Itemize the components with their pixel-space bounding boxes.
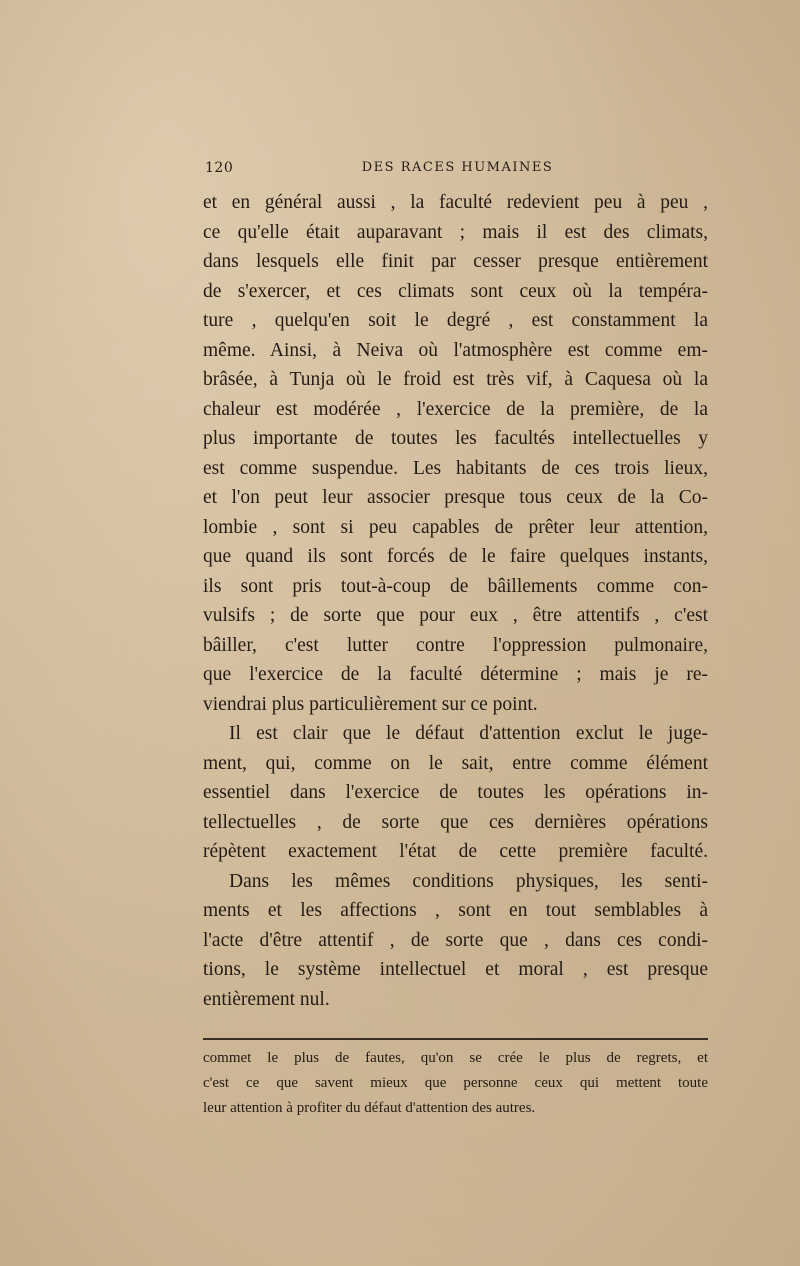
text-line: plus importante de toutes les facultés intellectuelles y (203, 428, 708, 449)
page-number: 120 (205, 160, 234, 176)
text-line: chaleur est modérée , l'exercice de la première, de la (203, 398, 708, 420)
text-line: tions, le système intellectuel et moral , est presque (203, 959, 708, 980)
text-line: vulsifs ; de sorte que pour eux , être attentifs , c'est (203, 605, 708, 626)
page-header (205, 160, 710, 184)
running-title: DES RACES HUMAINES (361, 160, 554, 175)
text-line: dans lesquels elle finit par cesser presque entièrement (203, 251, 708, 272)
text-line: entièrement nul. (203, 988, 330, 1010)
text-line: ture , quelqu'en soit le degré , est constamment la (203, 310, 708, 331)
text-line: brâsée, à Tunja où le froid est très vif, à Caquesa où la (203, 369, 708, 390)
text-line: ils sont pris tout-à-coup de bâillements comme con- (203, 575, 708, 597)
text-line: est comme suspendue. Les habitants de ces trois lieux, (203, 457, 708, 479)
text-line: même. Ainsi, à Neiva où l'atmosphère est comme em- (203, 339, 708, 361)
text-line: de s'exercer, et ces climats sont ceux où la tempéra- (203, 280, 708, 302)
text-line: Il est clair que le défaut d'attention exclut le juge- (229, 723, 708, 744)
text-line: bâiller, c'est lutter contre l'oppression pulmonaire, (203, 634, 708, 656)
footnote (203, 1046, 708, 1121)
text-line: et en général aussi , la faculté redevient peu à peu , (203, 192, 708, 213)
text-line: lombie , sont si peu capables de prêter leur attention, (203, 516, 708, 538)
text-line: répètent exactement l'état de cette première faculté. (203, 841, 708, 862)
text-line: Dans les mêmes conditions physiques, les senti- (229, 870, 708, 892)
text-line: l'acte d'être attentif , de sorte que , dans ces condi- (203, 929, 708, 951)
text-line: que l'exercice de la faculté détermine ; mais je re- (203, 664, 708, 685)
text-line: ment, qui, comme on le sait, entre comme élément (203, 752, 708, 774)
text-line: que quand ils sont forcés de le faire quelques instants, (203, 546, 708, 567)
text-line: ments et les affections , sont en tout semblables à (203, 900, 708, 921)
footnote-line: leur attention à profiter du défaut d'attention des autres. (203, 1100, 536, 1116)
text-line: tellectuelles , de sorte que ces dernières opérations (203, 811, 708, 833)
footnote-line: commet le plus de fautes, qu'on se crée le plus de regrets, et (203, 1050, 708, 1066)
text-line: viendrai plus particulièrement sur ce point. (203, 693, 538, 715)
body-text (203, 188, 708, 1014)
footnote-line: c'est ce que savent mieux que personne ceux qui mettent toute (203, 1075, 708, 1091)
text-line: ce qu'elle était auparavant ; mais il est des climats, (203, 221, 708, 243)
text-line: et l'on peut leur associer presque tous ceux de la Co- (203, 487, 708, 508)
text-line: essentiel dans l'exercice de toutes les opérations in- (203, 782, 708, 803)
footnote-divider (203, 1038, 708, 1040)
